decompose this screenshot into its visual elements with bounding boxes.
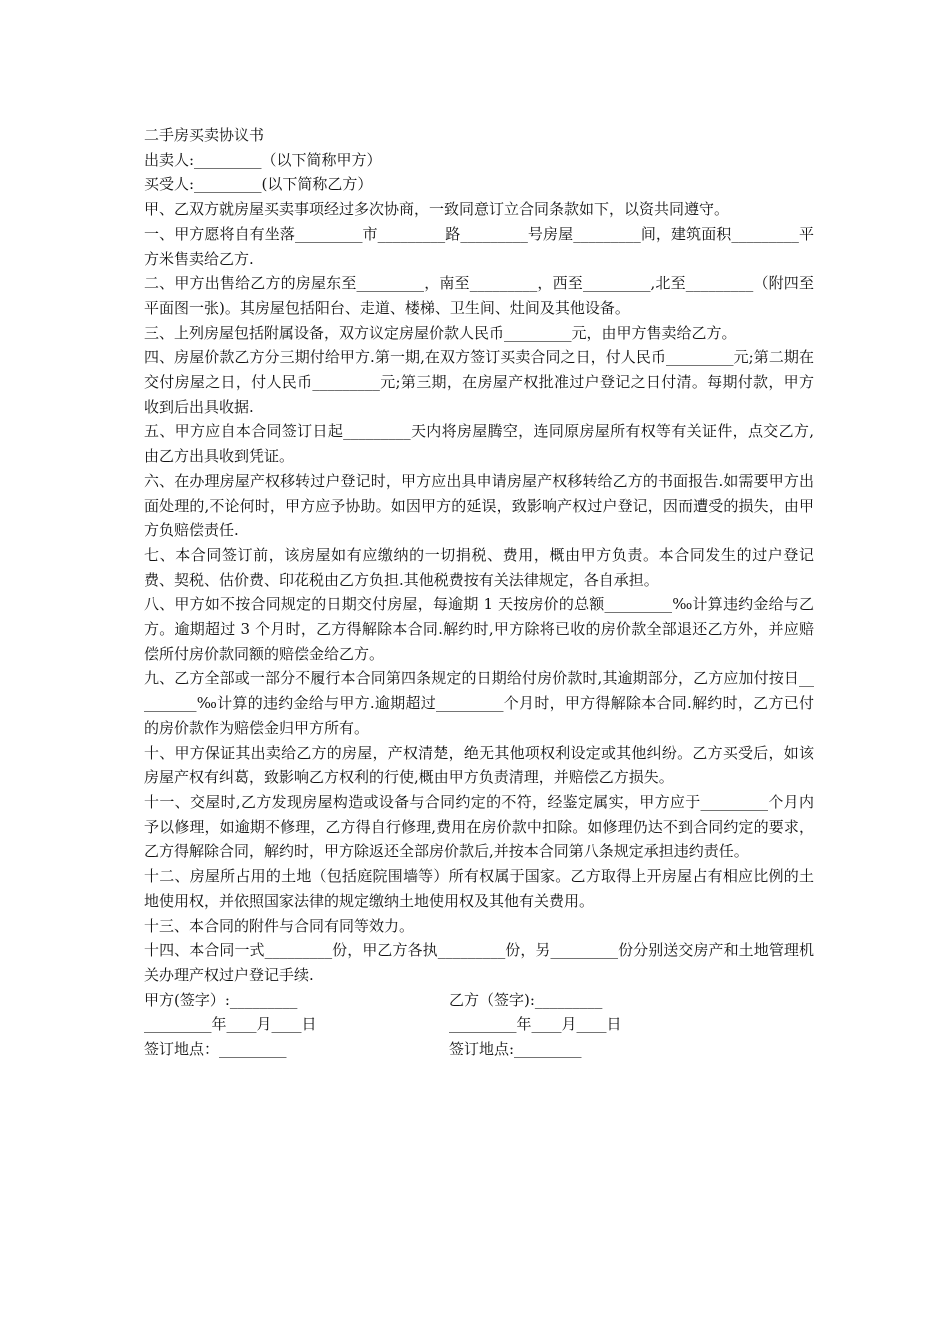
clause-2: 二、甲方出售给乙方的房屋东至_________，南至_________，西至_________,北至_________（附四至平面图一张)。其房屋包括阳台、走道、楼梯、卫生间、灶间及其他设备。 [144, 274, 814, 317]
clause-12: 十二、房屋所占用的土地（包括庭院围墙等）所有权属于国家。乙方取得上开房屋占有相应比例的土地使用权，并依照国家法律的规定缴纳土地使用权及其他有关费用。 [144, 867, 814, 910]
document-title: 二手房买卖协议书 [144, 126, 265, 144]
clause-6: 六、在办理房屋产权移转过户登记时，甲方应出具申请房屋产权移转给乙方的书面报告.如需要甲方出面处理的,不论何时，甲方应予协助。如因甲方的延误，致影响产权过户登记，因而遭受的损失，由甲方负赔偿责任. [144, 471, 814, 540]
preamble-paragraph: 甲、乙双方就房屋买卖事项经过多次协商，一致同意订立合同条款如下，以资共同遵守。 [144, 200, 730, 219]
clause-14: 十四、本合同一式_________份，甲乙方各执_________份，另_________份分别送交房产和土地管理机关办理产权过户登记手续. [144, 941, 814, 984]
clause-10: 十、甲方保证其出卖给乙方的房屋，产权清楚，绝无其他项权利设定或其他纠纷。乙方买受后，如该房屋产权有纠葛，致影响乙方权利的行使,概由甲方负责清理，并赔偿乙方损失。 [144, 743, 814, 787]
party-b-signature: 乙方（签字):_________ [449, 990, 603, 1009]
clause-11: 十一、交屋时,乙方发现房屋构造或设备与合同约定的不符，经鉴定属实，甲方应于_________个月内予以修理，如逾期不修理，乙方得自行修理,费用在房价款中扣除。如修理仍达不到合同约定的要求，乙方得解除合同，解约时，甲方除返还全部房价款后,并按本合同第八条规定承担违约责任。 [144, 792, 814, 861]
seller-line: 出卖人:_________（以下简称甲方） [144, 150, 382, 169]
party-b-date: _________年____月____日 [449, 1015, 622, 1034]
buyer-line: 买受人:_________(以下简称乙方） [144, 175, 373, 194]
party-a-signature: 甲方(签字）:_________ [144, 990, 298, 1009]
clause-7: 七、本合同签订前，该房屋如有应缴纳的一切捐税、费用，概由甲方负责。本合同发生的过户登记费、契税、估价费、印花税由乙方负担.其他税费按有关法律规定，各自承担。 [144, 545, 814, 589]
date-row [144, 1012, 814, 1037]
signature-row [144, 988, 814, 1013]
clause-8: 八、甲方如不按合同规定的日期交付房屋，每逾期 1 天按房价的总额_________‰计算违约金给与乙方。逾期超过 3 个月时，乙方得解除本合同.解约时,甲方除将已收的房价款全部退还乙方外，并应赔偿所付房价款同额的赔偿金给乙方。 [144, 595, 814, 663]
place-row [144, 1037, 814, 1062]
clause-13: 十三、本合同的附件与合同有同等效力。 [144, 916, 415, 935]
contract-document [144, 123, 814, 1062]
clause-4: 四、房屋价款乙方分三期付给甲方.第一期,在双方签订买卖合同之日，付人民币_________元;第二期在交付房屋之日，付人民币_________元;第三期，在房屋产权批准过户登记之日付清。每期付款，甲方收到后出具收据. [144, 348, 814, 416]
clause-1: 一、甲方愿将自有坐落_________市_________路_________号房屋_________间，建筑面积_________平方米售卖给乙方. [144, 224, 814, 268]
party-a-date: _________年____月____日 [144, 1015, 317, 1034]
party-a-place: 签订地点：_________ [144, 1039, 287, 1058]
clause-3: 三、上列房屋包括附属设备，双方议定房屋价款人民币_________元，由甲方售卖给乙方。 [144, 323, 737, 342]
clause-5: 五、甲方应自本合同签订日起_________天内将房屋腾空，连同原房屋所有权等有关证件，点交乙方,由乙方出具收到凭证。 [144, 422, 814, 466]
clause-9: 九、乙方全部或一部分不履行本合同第四条规定的日期给付房价款时,其逾期部分，乙方应加付按日_________‰计算的违约金给与甲方.逾期超过_________个月时，甲方得解除本合同.解约时，乙方已付的房价款作为赔偿金归甲方所有。 [144, 669, 814, 737]
party-b-place: 签订地点:_________ [449, 1039, 582, 1058]
